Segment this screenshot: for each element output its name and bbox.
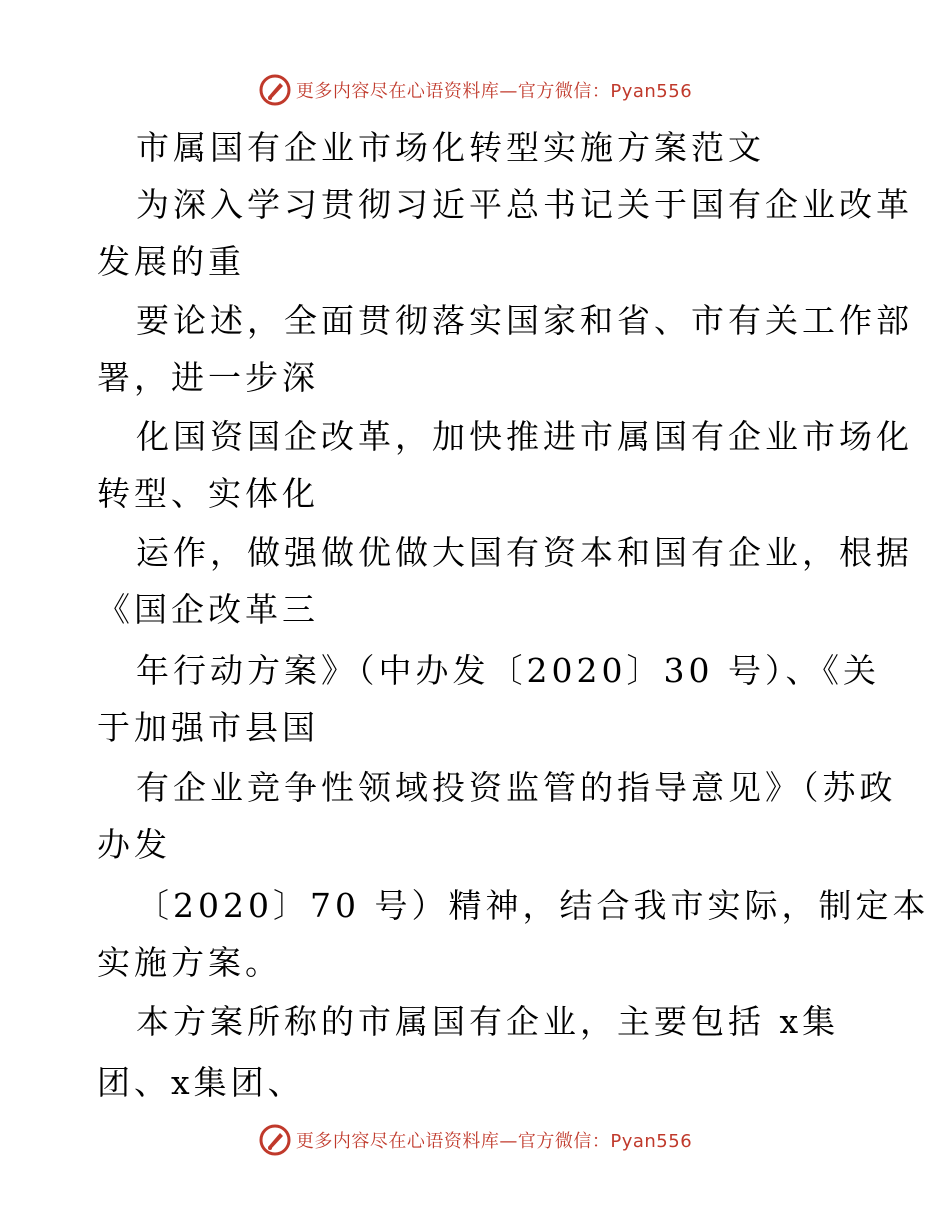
paragraph-line: 化国资国企改革，加快推进市属国有企业市场化 bbox=[136, 417, 913, 456]
paragraph-line: 年行动方案》（中办发〔2020〕30 号）、《关 bbox=[136, 651, 880, 690]
header-watermark-banner bbox=[0, 70, 950, 110]
paragraph-line: 团、x集团、 bbox=[97, 1063, 305, 1102]
paragraph-line: 本方案所称的市属国有企业，主要包括 x集 bbox=[136, 1002, 840, 1041]
paragraph-line: 于加强市县国 bbox=[97, 708, 319, 747]
paragraph-line: 《国企改革三 bbox=[97, 590, 319, 629]
paragraph-line: 发展的重 bbox=[97, 242, 245, 281]
footer-watermark-banner bbox=[0, 1120, 950, 1160]
paragraph-line: 要论述，全面贯彻落实国家和省、市有关工作部 bbox=[136, 301, 913, 340]
pen-circle-logo-icon bbox=[258, 1123, 292, 1157]
paragraph-line: 实施方案。 bbox=[97, 943, 282, 982]
paragraph-line: 办发 bbox=[97, 825, 171, 864]
paragraph-line: 有企业竞争性领域投资监管的指导意见》（苏政 bbox=[136, 768, 897, 807]
watermark-text: 更多内容尽在心语资料库—官方微信：Pyan556 bbox=[295, 1131, 693, 1152]
paragraph-line: 署，进一步深 bbox=[97, 358, 319, 397]
watermark-text: 更多内容尽在心语资料库—官方微信：Pyan556 bbox=[295, 81, 693, 102]
pen-circle-logo-icon bbox=[258, 73, 292, 107]
paragraph-line: 运作，做强做优做大国有资本和国有企业，根据 bbox=[136, 533, 913, 572]
paragraph-line: 〔2020〕70 号）精神，结合我市实际，制定本 bbox=[136, 886, 930, 925]
paragraph-line: 转型、实体化 bbox=[97, 474, 319, 513]
paragraph-line: 为深入学习贯彻习近平总书记关于国有企业改革 bbox=[136, 185, 913, 224]
document-title: 市属国有企业市场化转型实施方案范文 bbox=[136, 128, 765, 167]
